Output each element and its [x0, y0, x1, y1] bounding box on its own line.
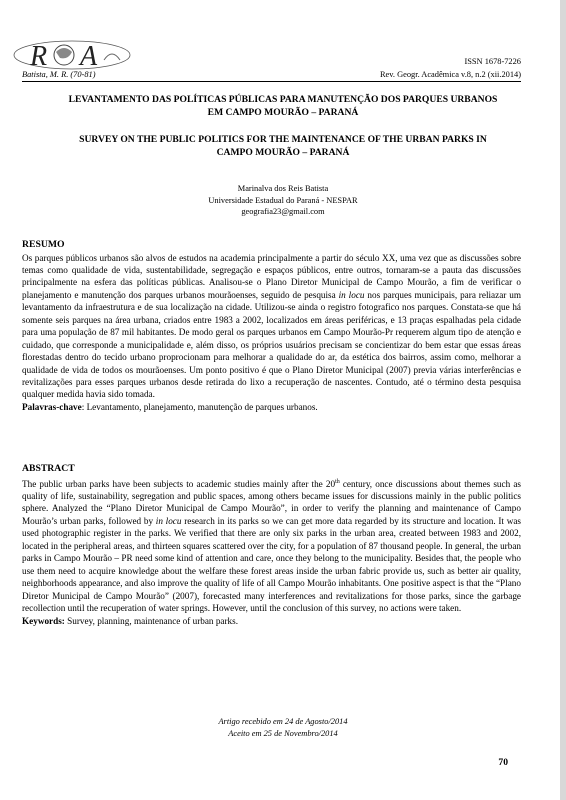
- received-dates: [0, 716, 566, 739]
- received-date: Artigo recebido em 24 de Agosto/2014: [218, 717, 348, 726]
- page-number: 70: [498, 757, 508, 768]
- title-portuguese: LEVANTAMENTO DAS POLÍTICAS PÚBLICAS PARA MANUTENÇÃO DOS PARQUES URBANOS EM CAMPO MOURÃO – PARANÁ: [68, 94, 498, 118]
- author-name: Marinalva dos Reis Batista: [237, 184, 329, 193]
- author-email[interactable]: geografia23@gmail.com: [241, 207, 325, 216]
- issn-text: ISSN 1678-7226: [464, 57, 521, 66]
- citation-author: Batista, M. R. (70-81): [22, 70, 96, 79]
- svg-text:R: R: [30, 41, 48, 72]
- svg-text:A: A: [80, 41, 98, 72]
- resumo-heading: RESUMO: [22, 239, 65, 250]
- abstract-section: [22, 463, 521, 627]
- accepted-date: Aceito em 25 de Novembro/2014: [228, 728, 338, 738]
- author-affiliation: Universidade Estadual do Paraná - NESPAR: [208, 195, 358, 205]
- abstract-keywords: Keywords: Survey, planning, maintenance of urban parks.: [22, 615, 239, 626]
- header-divider: [22, 81, 521, 82]
- abstract-body: The public urban parks have been subjects to academic studies mainly after the 20th century, once discussions about themes such as quality of life, sustainability, segregation and public spaces, among others became issues for discussions mainly in the public politics sphere. Analyzed the “Plano Diretor Municipal de Campo Mourão”, in order to verify the planning and maintenance of Campo Mourão’s urban parks, followed by in locu research in its parks so we can get more data regarded by its structure and location. It was used photographic register in the parks. We verified that there are only six parks in the urban area, created between 1983 and 2002, located in the peripheral areas, and thirteen squares scattered over the city, for a population of 87 thousand people. In general, the urban parks in Campo Mourão – PR need some kind of attention and care, once they belong to the municipality. Besides that, the people who use them need to acquire knowledge about the welfare these forest areas inside the urban fabric provide us, such as better air quality, neighborhoods appearance, and also improve the quality of life of all Campo Mourão inhabitants. One positive aspect is that the “Plano Diretor Municipal de Campo Mourão” (2007), forecasted many interferences and revitalizations for those parks, since the garbage recollection until the recuperation of water springs. However, until the conclusion of this survey, no actions were taken.: [22, 478, 521, 614]
- author-block: [0, 183, 566, 218]
- resumo-body: Os parques públicos urbanos são alvos de estudos na academia principalmente a partir do século XX, uma vez que as discussões sobre temas como qualidade de vida, sustentabilidade, segregação e espaços públicos, entre outros, tornaram-se a pauta das discussões principalmente na esfera das políticas públicas. Analisou-se o Plano Diretor Municipal de Campo Mourão, a fim de verificar o planejamento e manutenção dos parques urbanos mourãoenses, seguido de pesquisa in locu nos parques municipais, para reliazar um levantamento da infraestrutura e de sua localização na cidade. Utilizou-se ainda o registro fotografico nos parques. Constata-se que há somente seis parques na área urbana, criados entre 1983 a 2002, localizados em áreas periféricas, e 13 praças espalhadas pela cidade para uma população de 87 mil habitantes. De modo geral os parques urbanos em Campo Mourão-Pr requerem algum tipo de atenção e cuidado, que corresponde a municipalidade e, além disso, os próprios usuários precisam se concientizar do bem estar que essas áreas florestadas dentro do tecido urbano proprocionam para melhorar a qualidade do ar, da estética dos bairros, assim como, melhorar a qualidade de vida de todos os mourãoenses. Um ponto positivo é que o Plano Diretor Municipal (2007) previa várias interferências e revitalizações para esses parques urbanos desde retirada do lixo a recuperação de nascentes. Contudo, até o término desta pesquisa qualquer medida havia sido tomada.: [22, 252, 521, 400]
- viewer-scrollbar[interactable]: [560, 0, 566, 800]
- resumo-keywords: Palavras-chave: Levantamento, planejamento, manutenção de parques urbanos.: [22, 401, 318, 412]
- citation-journal: Rev. Geogr. Acadêmica v.8, n.2 (xii.2014): [379, 70, 521, 79]
- resumo-section: [22, 239, 521, 413]
- abstract-heading: ABSTRACT: [22, 463, 75, 474]
- title-english: SURVEY ON THE PUBLIC POLITICS FOR THE MAINTENANCE OF THE URBAN PARKS IN CAMPO MOURÃO – PARANÁ: [79, 134, 487, 158]
- journal-logo: [12, 38, 132, 72]
